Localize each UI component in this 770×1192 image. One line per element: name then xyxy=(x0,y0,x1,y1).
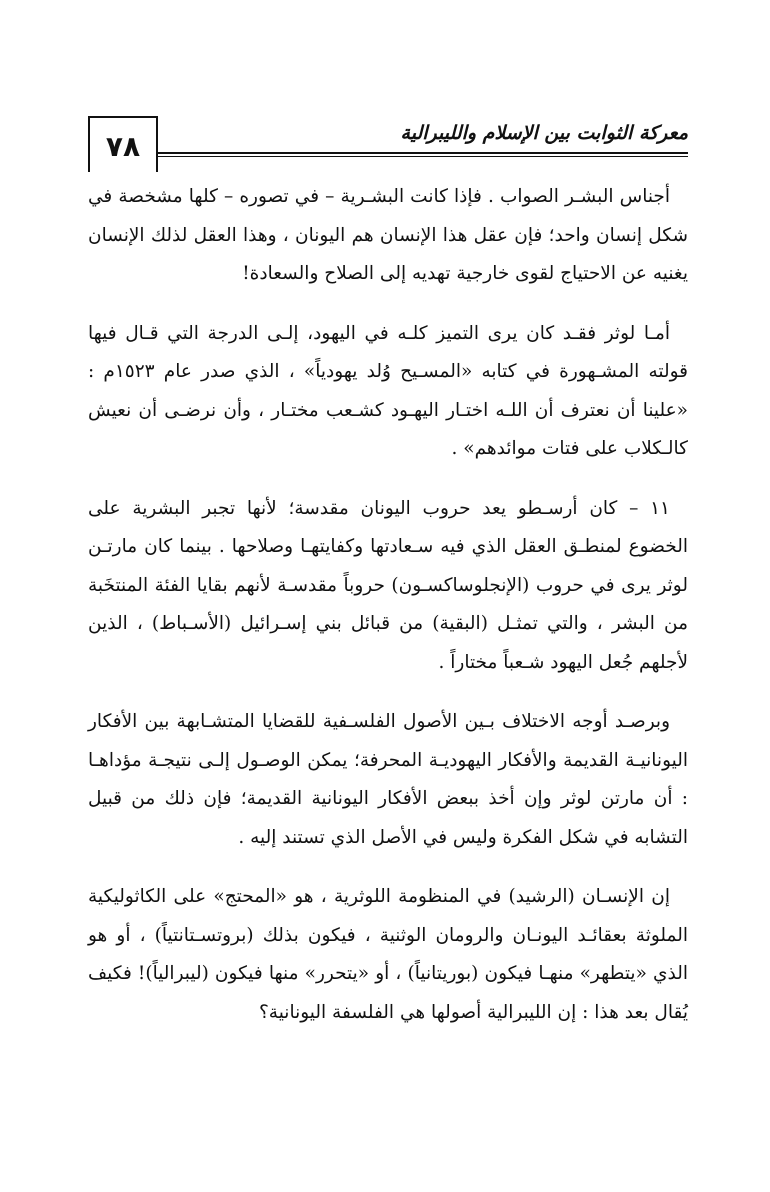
running-title: معركة الثوابت بين الإسلام والليبرالية xyxy=(400,122,688,144)
header-rule-thin xyxy=(156,156,688,157)
paragraph: ١١ – كان أرسـطو يعد حروب اليونان مقدسة؛ لأنها تجبر البشرية على الخضوع لمنطـق العقل الذي فيه سـعادتها وكفايتهـا وصلاحها . بينما كان مارتـن لوثر يرى في حروب (الإنجلوساكسـون) حروباً مقدسـة لأنهم بقايا الفئة المنتخَبة من البشر ، والتي تمثـل (البقية) من قبائل بني إسـرائيل (الأسـباط) ، الذين لأجلهم جُعل اليهود شـعباً مختاراً . xyxy=(88,497,688,673)
page-header xyxy=(88,116,688,172)
page-number: ٧٨ xyxy=(88,116,158,172)
body-text xyxy=(88,178,688,1053)
paragraph: وبرصـد أوجه الاختلاف بـين الأصول الفلسـفية للقضايا المتشـابهة بين الأفكار اليونانيـة القديمة والأفكار اليهوديـة المحرفة؛ يمكن الوصـول إلـى نتيجـة مؤداهـا : أن مارتن لوثر وإن أخذ ببعض الأفكار اليونانية القديمة؛ فإن ذلك من قبيل التشابه في شكل الفكرة وليس في الأصل الذي تستند إليه . xyxy=(88,711,688,848)
paragraph: أمـا لوثر فقـد كان يرى التميز كلـه في اليهود، إلـى الدرجة التي قـال فيها قولته المشـهورة في كتابه «المسـيح وُلد يهودياً» ، الذي صدر عام ١٥٢٣م : «علينا أن نعترف أن اللـه اختـار اليهـود كشـعب مختـار ، وأن نرضـى أن نعيش كالـكلاب على فتات موائدهم» . xyxy=(88,322,688,459)
paragraph: إن الإنسـان (الرشيد) في المنظومة اللوثرية ، هو «المحتج» على الكاثوليكية الملوثة بعقائـد اليونـان والرومان الوثنية ، فيكون بذلك (بروتسـتانتياً) ، أو هو الذي «يتطهر» منهـا فيكون (بوريتانياً) ، أو «يتحرر» منها فيكون (ليبرالياً)! فكيف يُقال بعد هذا : إن الليبرالية أصولها هي الفلسفة اليونانية؟ xyxy=(88,886,688,1023)
paragraph: أجناس البشـر الصواب . فإذا كانت البشـرية – في تصوره – كلها مشخصة في شكل إنسان واحد؛ فإن عقل هذا الإنسان هم اليونان ، وهذا العقل لذلك الإنسان يغنيه عن الاحتياج لقوى خارجية تهديه إلى الصلاح والسعادة! xyxy=(88,186,688,284)
header-rule xyxy=(156,152,688,154)
